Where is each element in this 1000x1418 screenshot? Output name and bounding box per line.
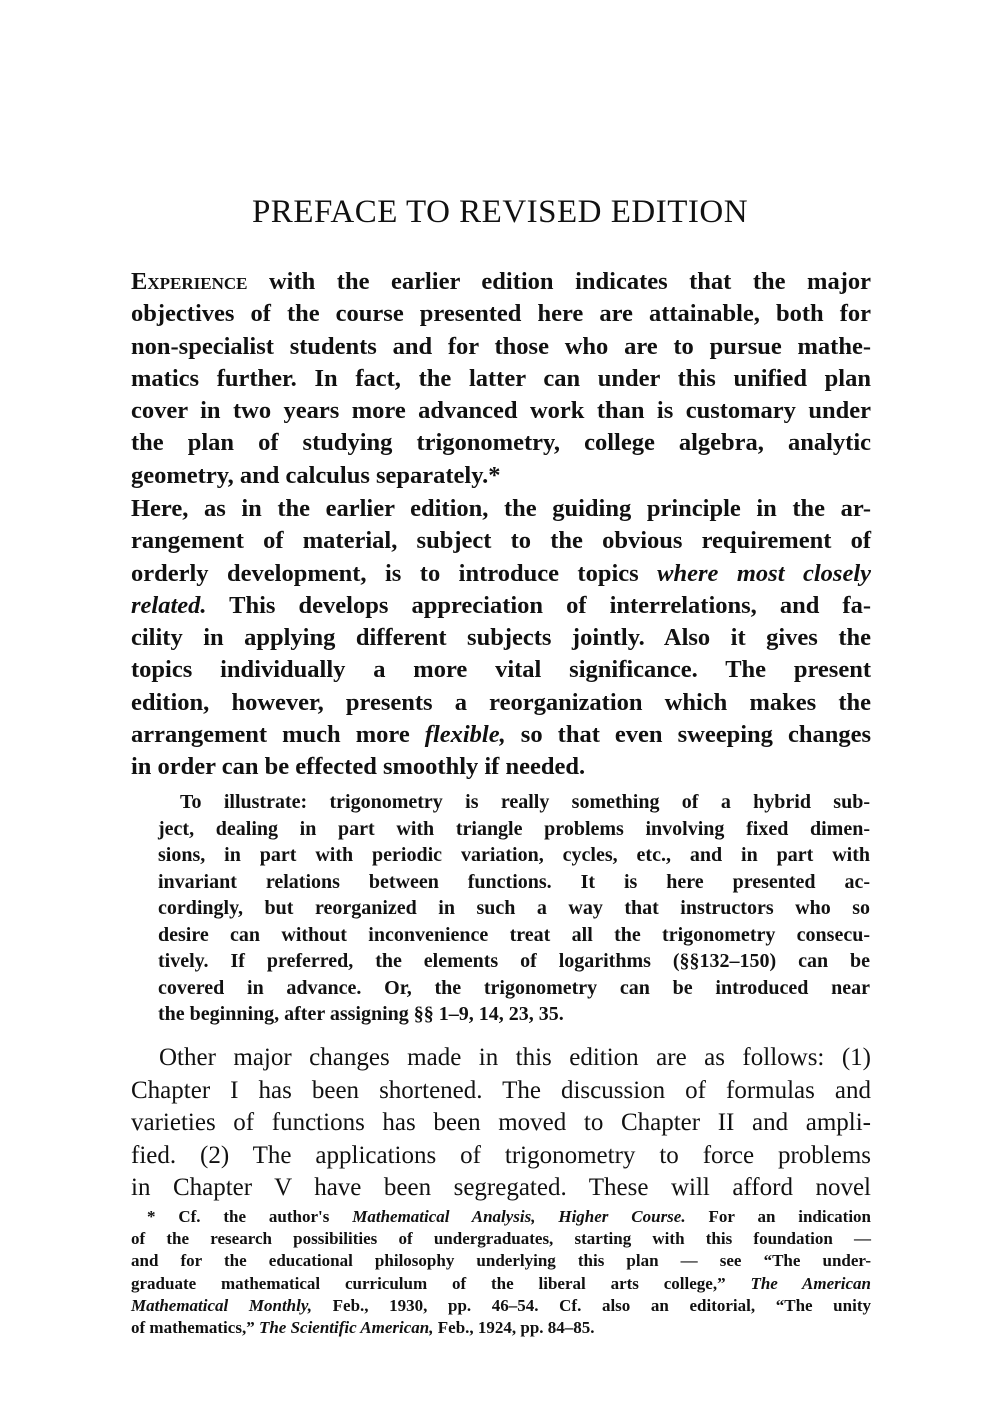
quote-line: invariant relations between functions. It is here presented ac-: [158, 870, 870, 893]
paragraph-line: in order can be effected smoothly if needed.: [131, 753, 586, 781]
paragraph-line: fied. (2) The applications of trigonometry to force problems: [131, 1141, 871, 1169]
footnote-line: [131, 1273, 871, 1295]
text-span: so that even sweeping changes: [505, 721, 871, 749]
text-span: * Cf. the author's: [147, 1207, 353, 1226]
emphasis-text: Mathematical Analysis, Higher Course.: [352, 1207, 686, 1226]
footnote-line: of the research possibilities of undergraduates, starting with this foundation —: [131, 1229, 871, 1249]
text-span: orderly development, is to introduce topics: [131, 559, 658, 587]
paragraph-line: in Chapter V have been segregated. These will afford novel: [131, 1174, 871, 1201]
emphasis-text: Mathematical Monthly,: [131, 1295, 313, 1315]
text-span: Feb., 1924, pp. 84–85.: [433, 1318, 595, 1338]
paragraph-line: varieties of functions has been moved to Chapter II and ampli-: [131, 1109, 871, 1136]
quote-line: ject, dealing in part with triangle problems involving fixed dimen-: [158, 817, 870, 840]
paragraph-line: [131, 266, 871, 298]
small-caps-lead: Experience: [131, 268, 248, 295]
paragraph-guiding-principle: [131, 493, 871, 784]
quote-line: tively. If preferred, the elements of logarithms (§§132–150) can be: [158, 950, 870, 972]
text-span: For an indication: [685, 1207, 871, 1226]
quote-line: cordingly, but reorganized in such a way that instructors who so: [158, 897, 870, 919]
quote-line: To illustrate: trigonometry is really something of a hybrid sub-: [180, 791, 870, 813]
quote-line: covered in advance. Or, the trigonometry can be introduced near: [158, 976, 870, 999]
quote-line: desire can without inconvenience treat all the trigonometry consecu-: [158, 923, 870, 946]
emphasis-text: The American: [750, 1273, 871, 1293]
emphasis-text: related.: [131, 591, 207, 619]
paragraph-line: Here, as in the earlier edition, the guiding principle in the ar-: [131, 495, 871, 522]
paragraph-line: Other major changes made in this edition are as follows: (1): [159, 1044, 871, 1071]
paragraph-line: rangement of material, subject to the obvious requirement of: [131, 527, 871, 555]
paragraph-line: cover in two years more advanced work than is customary under: [131, 397, 871, 425]
quote-line: sions, in part with periodic variation, cycles, etc., and in part with: [158, 844, 870, 866]
paragraph-line: non-specialist students and for those who are to pursue mathe-: [131, 332, 871, 360]
paragraph-line: matics further. In fact, the latter can under this unified plan: [131, 364, 871, 392]
page-title: PREFACE TO REVISED EDITION: [251, 194, 749, 230]
paragraph-line: [131, 558, 871, 590]
text-span: of mathematics,”: [131, 1318, 259, 1338]
emphasis-text: where most closely: [657, 559, 871, 587]
paragraph-line: [131, 590, 871, 622]
text-span: arrangement much more: [131, 721, 425, 749]
footnote-line: [131, 1295, 871, 1317]
paragraph-line: objectives of the course presented here are attainable, both for: [131, 300, 871, 328]
text-span: graduate mathematical curriculum of the liberal arts college,”: [131, 1273, 751, 1293]
footnote: [131, 1206, 871, 1339]
paragraph-line: the plan of studying trigonometry, college algebra, analytic: [131, 429, 871, 457]
paragraph-line: Chapter I has been shortened. The discussion of formulas and: [131, 1076, 871, 1104]
text-span: Feb., 1930, pp. 46–54. Cf. also an editorial, “The unity: [312, 1295, 871, 1315]
text-span: This develops appreciation of interrelations, and fa-: [206, 591, 871, 619]
footnote-line: and for the educational philosophy underlying this plan — see “The under-: [131, 1251, 871, 1271]
paragraph-other-changes: [131, 1042, 871, 1205]
paragraph-line: cility in applying different subjects jointly. Also it gives the: [131, 624, 871, 652]
footnote-line: [131, 1317, 871, 1339]
footnote-line: [131, 1206, 871, 1228]
illustration-block-quote: [158, 789, 870, 1028]
paragraph-line: topics individually a more vital significance. The present: [131, 656, 871, 684]
paragraph-line: geometry, and calculus separately.*: [131, 461, 501, 489]
quote-line: the beginning, after assigning §§ 1–9, 14, 23, 35.: [158, 1003, 564, 1025]
paragraph-line: edition, however, presents a reorganization which makes the: [131, 688, 871, 716]
paragraph-line: [131, 719, 871, 751]
paragraph-experience: [131, 266, 871, 492]
text-span: with the earlier edition indicates that the major: [247, 268, 871, 295]
emphasis-text: The Scientific American,: [258, 1318, 434, 1338]
emphasis-text: flexible,: [424, 721, 506, 749]
